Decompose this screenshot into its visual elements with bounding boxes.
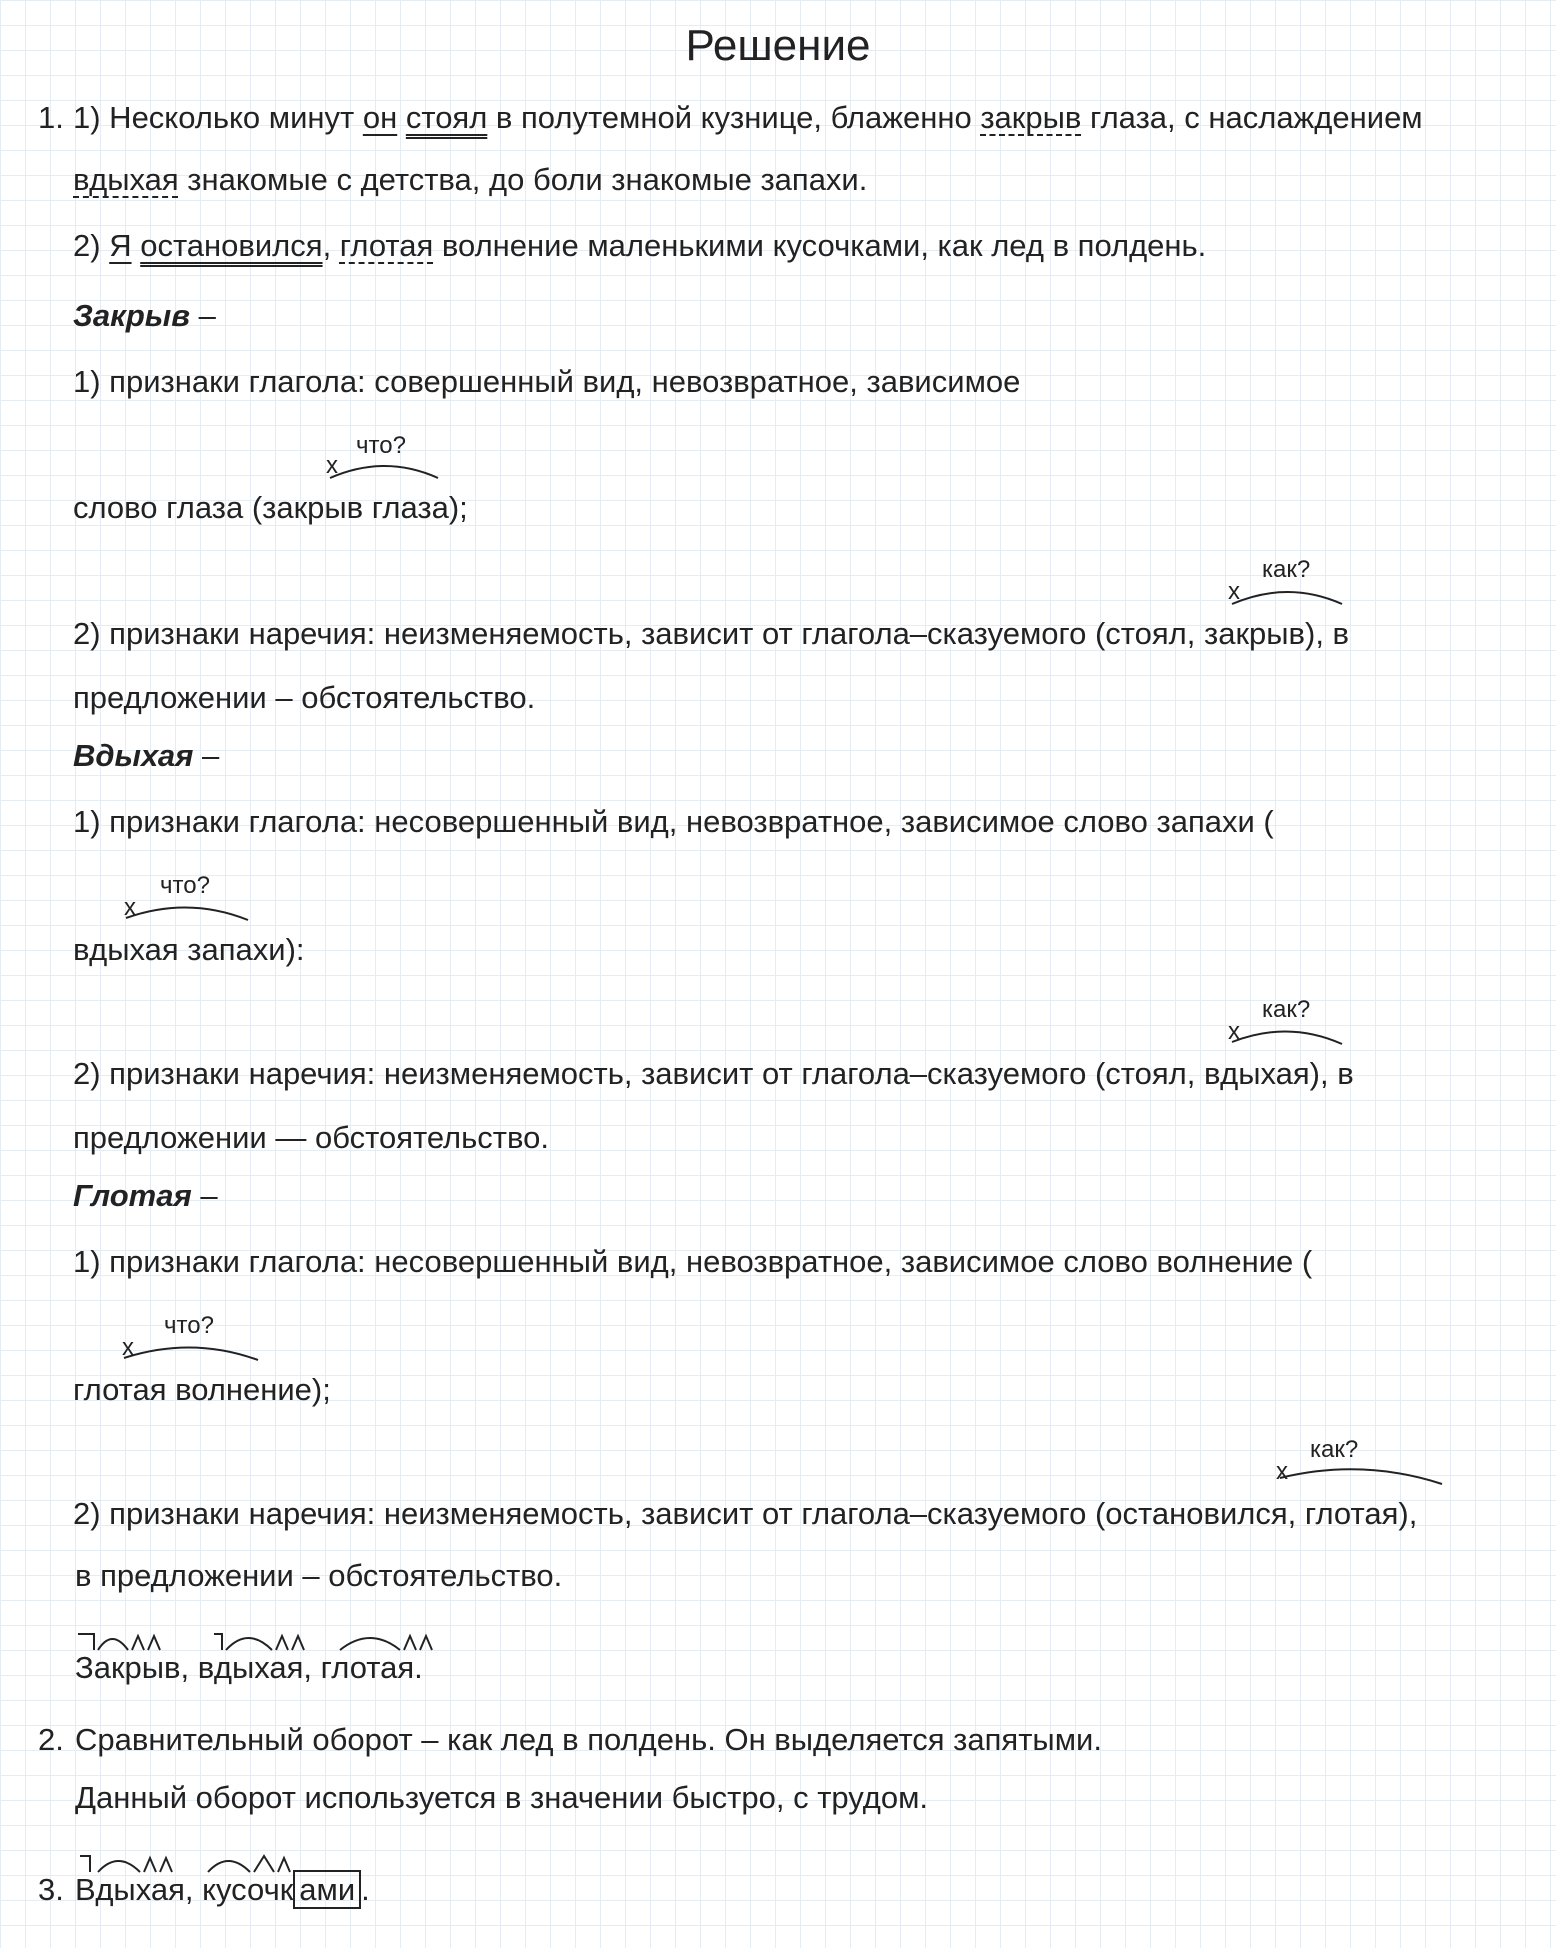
parsed-words: Закрыв, вдыхая, глотая. — [75, 1650, 423, 1685]
adverbial-zakryv: закрыв — [980, 100, 1082, 135]
glotaya-adverb-features: 2) признаки наречия: неизменяемость, зависит от глагола–сказуемого (остановился, глотая), — [73, 1496, 1418, 1531]
vdykhaya-question-arc — [126, 902, 250, 922]
sentence-1-line-1: 1) Несколько минут он стоял в полутемной кузнице, блаженно закрыв глаза, с наслаждением — [73, 100, 1423, 135]
sentence-2: 2) Я остановился, глотая волнение маленькими кусочками, как лед в полдень. — [73, 228, 1207, 263]
comparative-phrase: Сравнительный оборот – как лед в полдень. Он выделяется запятыми. — [75, 1722, 1102, 1757]
vdykhaya-verb-features-cont: вдыхая запахи): — [73, 932, 305, 967]
zakryv-x-mark: х — [326, 452, 338, 479]
glotaya-adv-question: как? — [1310, 1436, 1359, 1463]
heading-zakryv: Закрыв – — [73, 298, 216, 333]
vdykhaya-question: что? — [160, 872, 210, 899]
section-1-number: 1. — [38, 100, 64, 135]
morphemic-analysis: Вдыхая, кусочк ами . — [75, 1872, 370, 1907]
subject-ya: Я — [109, 228, 132, 263]
vdykhaya-adv-question: как? — [1262, 996, 1311, 1023]
heading-glotaya: Глотая – — [73, 1178, 218, 1213]
glotaya-x-mark: х — [122, 1334, 134, 1361]
zakryv-adv-x-mark: х — [1228, 578, 1240, 605]
zakryv-adv-arc — [1232, 586, 1344, 606]
zakryv-question-arc — [330, 460, 440, 480]
glotaya-verb-features-cont: глотая волнение); — [73, 1372, 331, 1407]
ending-box: ами — [293, 1870, 361, 1909]
zakryv-adv-question: как? — [1262, 556, 1311, 583]
glotaya-question-arc — [124, 1342, 260, 1362]
sentence-1-line-2: вдыхая знакомые с детства, до боли знакомые запахи. — [73, 162, 868, 197]
glotaya-adv-x-mark: х — [1276, 1458, 1288, 1485]
glotaya-adverb-features-cont: в предложении – обстоятельство. — [75, 1558, 563, 1593]
vdykhaya-x-mark: х — [124, 894, 136, 921]
zakryv-adverb-features: 2) признаки наречия: неизменяемость, зависит от глагола–сказуемого (стоял, закрыв), в — [73, 616, 1350, 651]
adverbial-glotaya: глотая — [339, 228, 434, 263]
vdykhaya-adv-arc — [1232, 1026, 1344, 1046]
vdykhaya-verb-features: 1) признаки глагола: несовершенный вид, невозвратное, зависимое слово запахи ( — [73, 804, 1274, 839]
vdykhaya-adverb-features: 2) признаки наречия: неизменяемость, зависит от глагола–сказуемого (стоял, вдыхая), в — [73, 1056, 1354, 1091]
section-2-number: 2. — [38, 1722, 64, 1757]
zakryv-question: что? — [356, 432, 406, 459]
page-title: Решение — [685, 21, 871, 70]
phrase-meaning: Данный оборот используется в значении быстро, с трудом. — [75, 1780, 929, 1815]
predicate-ostanovilsya: остановился — [140, 228, 323, 263]
zakryv-verb-features-cont: слово глаза (закрыв глаза); — [73, 490, 468, 525]
adverbial-vdykhaya: вдыхая — [73, 162, 179, 197]
section-3-number: 3. — [38, 1872, 64, 1907]
predicate-stoyal: стоял — [405, 100, 488, 135]
glotaya-question: что? — [164, 1312, 214, 1339]
glotaya-verb-features: 1) признаки глагола: несовершенный вид, невозвратное, зависимое слово волнение ( — [73, 1244, 1313, 1279]
subject-on: он — [362, 100, 398, 135]
vdykhaya-adverb-features-cont: предложении — обстоятельство. — [73, 1120, 549, 1155]
vdykhaya-adv-x-mark: х — [1228, 1018, 1240, 1045]
zakryv-adverb-features-cont: предложении – обстоятельство. — [73, 680, 536, 715]
heading-vdykhaya: Вдыхая – — [73, 738, 220, 773]
zakryv-verb-features: 1) признаки глагола: совершенный вид, невозвратное, зависимое — [73, 364, 1021, 399]
glotaya-adv-arc — [1280, 1464, 1444, 1486]
